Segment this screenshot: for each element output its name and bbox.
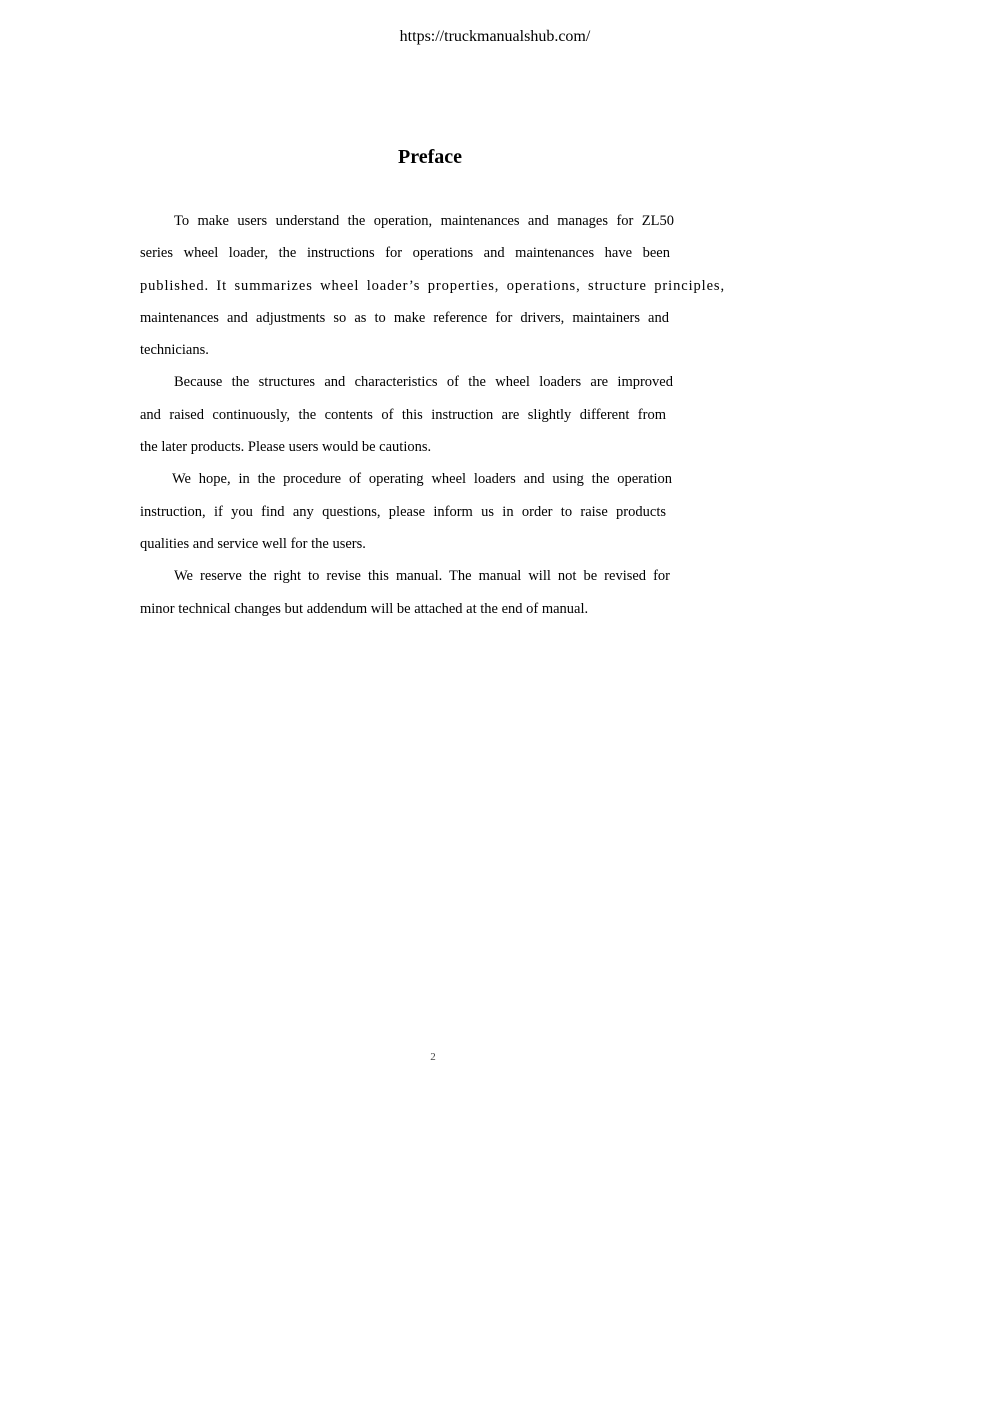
paragraph-3 xyxy=(140,463,730,560)
paragraph-line: instruction, if you find any questions, please inform us in order to raise products xyxy=(140,503,666,520)
paragraph-line: published. It summarizes wheel loader’s properties, operations, structure principles, xyxy=(140,277,725,294)
paragraph-line: We reserve the right to revise this manual. The manual will not be revised for xyxy=(174,568,670,585)
preface-body xyxy=(140,205,730,625)
paragraph-line: We hope, in the procedure of operating wheel loaders and using the operation xyxy=(172,471,672,488)
paragraph-line: To make users understand the operation, maintenances and manages for ZL50 xyxy=(174,213,674,229)
paragraph-line: series wheel loader, the instructions for operations and maintenances have been xyxy=(140,245,670,262)
paragraph-line: Because the structures and characteristics of the wheel loaders are improved xyxy=(174,374,673,391)
paragraph-1 xyxy=(140,205,730,366)
paragraph-line: qualities and service well for the users. xyxy=(140,535,366,552)
page-number: 2 xyxy=(430,1051,436,1063)
paragraph-line: technicians. xyxy=(140,342,209,359)
header-url: https://truckmanualshub.com/ xyxy=(399,28,591,45)
paragraph-line: and raised continuously, the contents of this instruction are slightly different from xyxy=(140,406,666,423)
paragraph-line: the later products. Please users would be cautions. xyxy=(140,439,432,456)
paragraph-line: minor technical changes but addendum will be attached at the end of manual. xyxy=(140,600,589,617)
paragraph-4 xyxy=(140,560,730,625)
page-title: Preface xyxy=(397,146,463,168)
paragraph-line: maintenances and adjustments so as to make reference for drivers, maintainers and xyxy=(140,309,669,326)
paragraph-2 xyxy=(140,366,730,463)
